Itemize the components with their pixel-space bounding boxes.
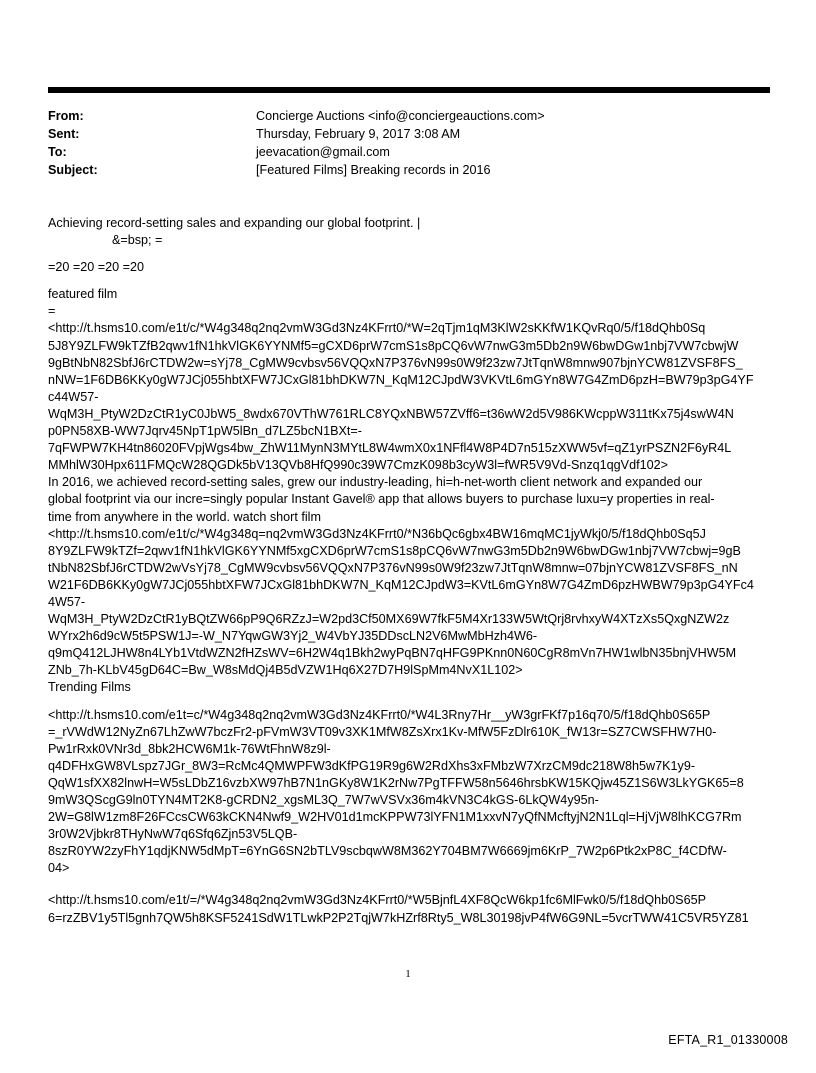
trending-films-heading: Trending Films — [48, 680, 131, 695]
tracking-link[interactable]: 2W=G8lW1zm8F26FCcsCW63kCKN4Nwf9_W2HV01d1mcKPPW73lYFN1M1xxvN7yQfNMcftyjN2N1Lql=HjVjW8lhKCG7Rm — [48, 810, 742, 825]
sent-row — [48, 125, 778, 143]
tracking-link[interactable]: 9mW3QScgG9ln0TYN4MT2K8-gCRDN2_xgsML3Q_7W7wVSVx36m4kVN3C4kGS-6LkQW4y95n- — [48, 793, 599, 807]
tracking-link[interactable]: QqW1sfXX82lnwH=W5sLDbZ16vzbXW97hB7N1nGKy8W1K2rNw7PgTFFW58n5646hrsbKW15KQjw45Z1S6W3LkYGK65=8 — [48, 775, 744, 790]
tracking-link[interactable]: 4W57- — [48, 594, 86, 609]
to-row — [48, 143, 778, 161]
tracking-link[interactable]: ZNb_7h-KLbV45gD64C=Bw_W8sMdQj4B5dVZW1Hq6X27D7H9lSpMm4NvX1L102> — [48, 663, 523, 678]
subject-label: Subject: — [48, 163, 98, 177]
tracking-link[interactable]: 9gBtNbN82SbfJ6rCTDW2w=sYj78_CgMW9cvbsv56VQQxN7P376vN99s0W9f23zw7JtTqnW8mnw907bjnYCW81ZVSF8FS_ — [48, 355, 743, 370]
tracking-link[interactable]: <http://t.hsms10.com/e1t/c/*W4g348q=nq2vmW3Gd3Nz4KFrrt0/*N36bQc6gbx4BW16mqMC1jyWkj0/5/f18dQhb0Sq5J — [48, 526, 706, 541]
tracking-link[interactable]: 8szR0YW2zyFhY1qdjKNW5dMpT=6YnG6SN2bTLV9scbqwW8M362Y704BM7W6669jm6KrP_7W2p6Ptk2xP8C_f4CDfW- — [48, 844, 727, 859]
document-id: EFTA_R1_01330008 — [668, 1033, 788, 1047]
tracking-link[interactable]: tNbN82SbfJ6rCTDW2wVsYj78_CgMW9cvbsv56VQQxN7P376vN99s0W9f23zw7JtTqnW8mnw=07bjnYCW81ZVSF8FS_nN — [48, 560, 738, 575]
tracking-link[interactable]: Pw1rRxk0VNr3d_8bk2HCW6M1k-76WtFhnW8z9l- — [48, 741, 331, 756]
tracking-link[interactable]: <http://t.hsms10.com/e1t=c/*W4g348q2nq2vmW3Gd3Nz4KFrrt0/*W4L3Rny7Hr__yW3grFKf7p16q70/5/f18dQhb0S65P — [48, 707, 711, 722]
to-label: To: — [48, 145, 67, 159]
subject-value: [Featured Films] Breaking records in 2016 — [256, 163, 491, 177]
tracking-link[interactable]: MMhlW30Hpx611FMQcW28QGDk5bV13QVb8HfQ990c39W7CmzK098b3cyW3l=fWR5V9Vd-Snzq1qgVdf102> — [48, 458, 668, 473]
tracking-link[interactable]: WqM3H_PtyW2DzCtR1yBQtZW66pP9Q6RZzJ=W2pd3Cf50MX69W7fkF5M4Xr133W5WtQrj8rvhxyW4XTzXs5QxgNZW2z — [48, 612, 730, 627]
body-paragraph: global footprint via our incre=singly popular Instant Gavel® app that allows buyers to purchase luxu=y properties in real- — [48, 492, 715, 507]
body-intro: Achieving record-setting sales and expanding our global footprint. | — [48, 216, 421, 230]
tracking-link[interactable]: nNW=1F6DB6KKy0gW7JCj055hbtXFW7JCxGl81bhDKW7N_KqM12CJpdW3VKVtL6mGYn8W7G4ZmD6pzH=BW79p3pG4YF — [48, 372, 754, 387]
tracking-link[interactable]: 6=rzZBV1y5Tl5gnh7QW5h8KSF5241SdW1TLwkP2P2TqjW7kHZrf8Rty5_W8L30198jvP4fW6G9NL=5vcrTWW41C5VR5YZ81 — [48, 910, 749, 925]
body-line: =20 =20 =20 =20 — [48, 260, 144, 275]
sent-value: Thursday, February 9, 2017 3:08 AM — [256, 127, 461, 141]
tracking-link[interactable]: q4DFHxGW8VLspz7JGr_8W3=RcMc4QMWPFW3dKfPG19R9g6W2RdXhs3xFMbzW7XrzCM9dc218W8h5w7K1y9- — [48, 758, 696, 773]
page-number: 1 — [405, 968, 411, 980]
tracking-link[interactable]: WqM3H_PtyW2DzCtR1yC0JbW5_8wdx670VThW761RLC8YQxNBW57ZVff6=t36wW2d5V986KWcppW311tKx75j4swW4N — [48, 406, 734, 421]
tracking-link[interactable]: <http://t.hsms10.com/e1t/=/*W4g348q2nq2vmW3Gd3Nz4KFrrt0/*W5BjnfL4XF8QcW6kp1fc6MlFwk0/5/f18dQhb0S65P — [48, 893, 706, 908]
tracking-link[interactable]: 3r0W2Vjbkr8THyNwW7q6Sfq6Zjn53V5LQB- — [48, 827, 298, 842]
to-value: jeevacation@gmail.com — [256, 145, 390, 159]
from-value: Concierge Auctions <info@conciergeauctions.com> — [256, 109, 545, 123]
tracking-link[interactable]: 8Y9ZLFW9kTZf=2qwv1fN1hkVlGK6YYNMf5xgCXD6prW7cmS1s8pCQ6vW7nwG3m5Db2n9W6bwDGw1nbj7VW7cbwj=9gB — [48, 543, 741, 558]
tracking-link[interactable]: 5J8Y9ZLFW9kTZfB2qwv1fN1hkVlGK6YYNMf5=gCXD6prW7cmS1s8pCQ6vW7nwG3m5Db2n9W6bwDGw1nbj7VW7cbwjW — [48, 338, 739, 353]
tracking-link[interactable]: WYrx2h6d9cW5t5PSW1J=-W_N7YqwGW3Yj2_W4VbYJ35DDscLN2V6MwMbHzh4W6- — [48, 629, 538, 644]
from-label: From: — [48, 109, 84, 123]
email-header — [48, 107, 778, 179]
body-paragraph: In 2016, we achieved record-setting sales, grew our industry-leading, hi=h-net-worth client network and expanded our — [48, 475, 703, 490]
body-line: = — [48, 304, 56, 319]
tracking-link[interactable]: W21F6DB6KKy0gW7JCj055hbtXFW7JCxGl81bhDKW7N_KqM12CJpdW3=KVtL6mGYn8W7G4ZmD6pzHWBW79p3pG4YFc4 — [48, 577, 754, 592]
tracking-link[interactable]: p0PN58XB-WW7Jqrv45NpT1pW5lBn_d7LZ5bcN1BXt=- — [48, 424, 362, 439]
from-row — [48, 107, 778, 125]
email-body — [48, 215, 770, 927]
body-line: &=bsp; = — [112, 233, 163, 248]
tracking-link[interactable]: q9mQ412LJHW8n4LYb1VtdWZN2fHZsWV=6H2W4q1Bkh2wyPqBN7qHFG9PKnn0N60CgR8mVn7HW1wlbN35bnjVHW5M — [48, 646, 737, 661]
tracking-link[interactable]: <http://t.hsms10.com/e1t/c/*W4g348q2nq2vmW3Gd3Nz4KFrrt0/*W=2qTjm1qM3KlW2sKKfW1KQvRq0/5/f18dQhb0Sq — [48, 321, 706, 336]
tracking-link[interactable]: =_rVWdW12NyZn67LhZwW7bczFr2-pFVmW3VT09v3XK1MfW8ZsXrx1Kv-MfW5FzDlr610K_fW13r=SZ7CWSFHW7H0- — [48, 724, 717, 739]
featured-film-heading: featured film — [48, 287, 118, 302]
tracking-link[interactable]: 04> — [48, 861, 70, 876]
sent-label: Sent: — [48, 127, 80, 141]
tracking-link[interactable]: c44W57- — [48, 389, 99, 404]
body-paragraph: time from anywhere in the world. watch short film — [48, 509, 321, 524]
subject-row — [48, 161, 778, 179]
tracking-link[interactable]: 7qFWPW7KH4tn86020FVpjWgs4bw_ZhW11MynN3MYtL8W4wmX0x1NFfl4W8P4D7n515zXWW5vf=qZ1yrPSZN2F6yR4L — [48, 441, 732, 456]
header-rule — [48, 87, 770, 93]
